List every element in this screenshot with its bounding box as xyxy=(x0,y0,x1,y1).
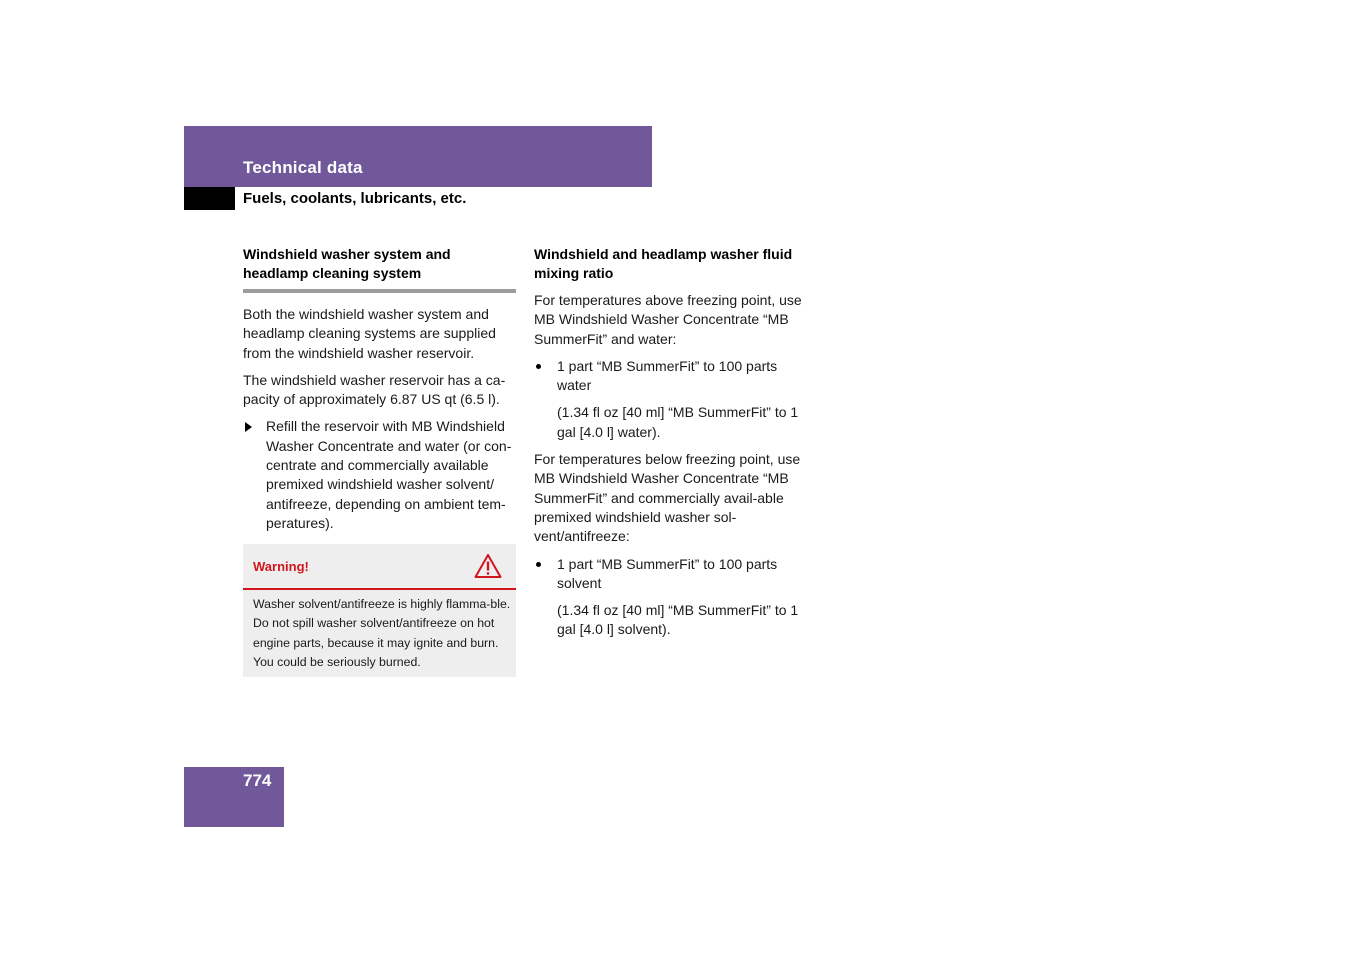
left-heading-line2: headlamp cleaning system xyxy=(243,265,422,281)
note-above-freezing: (1.34 fl oz [40 ml] “MB SummerFit” to 1 gal [4.0 l] water). xyxy=(557,404,799,440)
warning-box xyxy=(243,544,516,677)
bullet-icon xyxy=(536,562,541,567)
right-heading-line2: mixing ratio xyxy=(534,265,614,281)
section-subtitle: Fuels, coolants, lubricants, etc. xyxy=(243,190,467,207)
list-item xyxy=(534,555,809,594)
right-heading-line1: Windshield and headlamp washer fluid xyxy=(534,246,793,262)
intro-above-freezing: For temperatures above freezing point, use MB Windshield Washer Concentrate “MB SummerFit” and water: xyxy=(534,292,802,347)
warning-triangle-icon xyxy=(474,553,502,579)
page-number: 774 xyxy=(243,771,272,790)
left-column xyxy=(243,245,516,533)
intro-below-freezing: For temperatures below freezing point, use MB Windshield Washer Concentrate “MB SummerFit” and commercially avail-able premixed windshield washer sol-vent/antifreeze: xyxy=(534,451,801,545)
warning-label: Warning! xyxy=(253,559,309,574)
warning-text: Washer solvent/antifreeze is highly flamma-ble. Do not spill washer solvent/antifreeze on hot engine parts, because it may ignite and burn. You could be seriously burned. xyxy=(253,597,511,669)
heading-rule xyxy=(243,289,516,293)
right-column xyxy=(534,245,809,648)
instruction-step xyxy=(243,417,516,533)
note-below-freezing: (1.34 fl oz [40 ml] “MB SummerFit” to 1 gal [4.0 l] solvent). xyxy=(557,602,799,638)
bullet-above-freezing: 1 part “MB SummerFit” to 100 parts water xyxy=(557,357,778,394)
paragraph-reservoir-capacity: The windshield washer reservoir has a ca-pacity of approximately 6.87 US qt (6.5 l). xyxy=(243,371,506,408)
step-text: Refill the reservoir with MB Windshield Washer Concentrate and water (or con-centrate and commercially available premixed windshield washer solvent/ antifreeze, depending on ambient tem-peratures). xyxy=(266,418,512,531)
bullet-below-freezing: 1 part “MB SummerFit” to 100 parts solvent xyxy=(557,555,778,591)
paragraph-reservoir-supply: Both the windshield washer system and headlamp cleaning systems are supplied from the windshield washer reservoir. xyxy=(243,306,496,361)
right-heading xyxy=(534,245,809,283)
left-heading xyxy=(243,245,516,283)
bullet-icon xyxy=(536,364,541,369)
left-heading-line1: Windshield washer system and xyxy=(243,246,451,262)
section-tab-marker xyxy=(184,187,235,210)
section-title: Technical data xyxy=(243,158,363,177)
list-item xyxy=(534,357,809,396)
warning-header xyxy=(243,544,516,590)
step-arrow-icon xyxy=(245,422,252,432)
